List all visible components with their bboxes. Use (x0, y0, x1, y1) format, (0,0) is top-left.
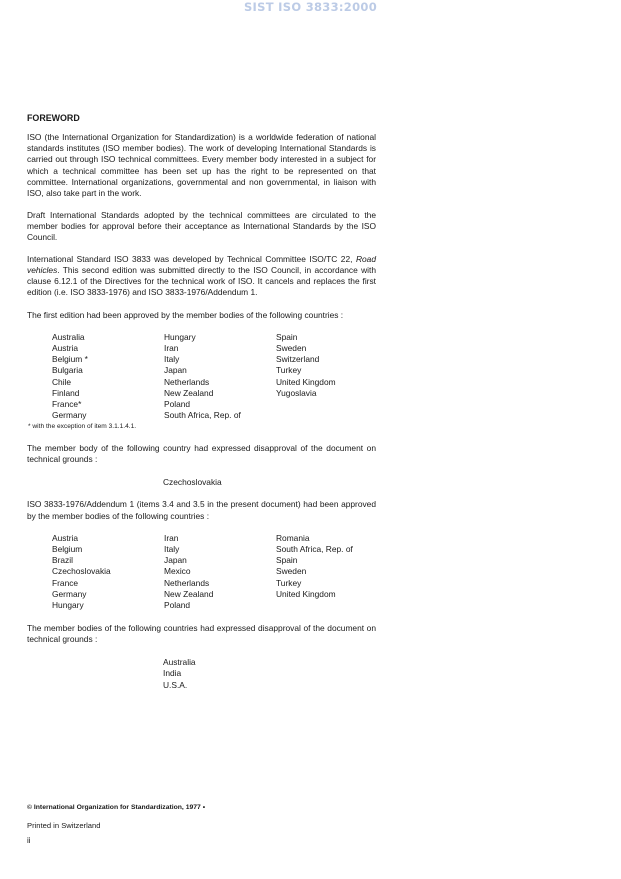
country-item: Czechoslovakia (52, 566, 111, 577)
country-item: Sweden (276, 343, 307, 354)
country-item: India (163, 668, 182, 679)
country-item: Germany (52, 588, 87, 599)
country-item: South Africa, Rep. of (164, 410, 241, 421)
country-item: Iran (164, 343, 179, 354)
country-item: Bulgaria (52, 365, 83, 376)
copyright-notice: © International Organization for Standardization, 1977 • (27, 804, 206, 811)
country-item: United Kingdom (276, 588, 336, 599)
country-item: Yugoslavia (276, 387, 317, 398)
country-item: New Zealand (164, 387, 214, 398)
country-item: Poland (164, 399, 191, 410)
para3-italic: Road vehicles (27, 253, 376, 276)
footnote: * with the exception of item 3.1.1.4.1. (28, 422, 137, 430)
country-item: Japan (164, 555, 187, 566)
country-item: Turkey (276, 365, 302, 376)
para3-before: International Standard ISO 3833 was developed by Technical Committee ISO/TC 22, (27, 253, 356, 264)
country-item: Australia (163, 657, 196, 668)
country-column-3 (276, 332, 336, 399)
paragraph-draft-standards: Draft International Standards adopted by the technical committees are circulated to the member bodies for approval before their acceptance as International Standards by the ISO Council. (27, 209, 376, 243)
country-item: Mexico (164, 566, 191, 577)
country-item: Turkey (276, 577, 302, 588)
paragraph-first-edition: The first edition had been approved by the member bodies of the following countries : (27, 309, 344, 320)
country-item: Sweden (276, 566, 307, 577)
country-column-1 (52, 533, 111, 611)
country-item: Hungary (164, 331, 196, 342)
country-item: Switzerland (276, 354, 320, 365)
paragraph-iso-intro: ISO (the International Organization for Standardization) is a worldwide federation of national standards institutes (ISO member bodies). The work of developing International Standards is carried out through ISO technical committees. Every member body interested in a subject for which a technical committee has been set up has the right to be represented on that committee. International organizations, governmental and non governmental, in liaison with ISO, also take part in the work. (27, 132, 376, 199)
country-item: Germany (52, 410, 87, 421)
disapproval-country-list-1 (163, 477, 376, 488)
page-number: ii (27, 836, 31, 845)
printed-in-notice: Printed in Switzerland (27, 821, 101, 830)
country-item: Hungary (52, 600, 84, 611)
country-item: Chile (52, 376, 72, 387)
country-item: Australia (52, 331, 85, 342)
country-item: Iran (164, 532, 179, 543)
watermark: SIST ISO 3833:2000 (243, 0, 378, 14)
first-edition-country-list (52, 332, 376, 422)
country-item: Romania (276, 532, 310, 543)
paragraph-standard-development (27, 254, 376, 299)
country-column-2 (164, 533, 213, 611)
country-item: Poland (164, 600, 191, 611)
country-item: Japan (164, 365, 187, 376)
country-item: Spain (276, 555, 298, 566)
addendum-country-list (52, 533, 376, 612)
country-item: France (52, 577, 79, 588)
country-item: Netherlands (164, 577, 210, 588)
country-item: Italy (164, 354, 180, 365)
country-item: Czechoslovakia (163, 477, 222, 488)
country-item: France* (52, 399, 82, 410)
country-item: Finland (52, 387, 80, 398)
paragraph-addendum: ISO 3833-1976/Addendum 1 (items 3.4 and 3.5 in the present document) had been approved by the member bodies of the following countries : (27, 499, 376, 521)
paragraph-disapproval-single: The member body of the following country had expressed disapproval of the document on technical grounds : (27, 442, 376, 465)
country-item: South Africa, Rep. of (276, 544, 353, 555)
country-column-3 (276, 533, 353, 600)
foreword-heading: FOREWORD (27, 113, 80, 123)
country-item: Brazil (52, 555, 73, 566)
country-column-1 (52, 332, 88, 422)
country-item: Belgium (52, 544, 83, 555)
para3-after: . This second edition was submitted directly to the ISO Council, in accordance with clause 6.12.1 of the Directives for the technical work of ISO. It cancels and replaces the first edition (i.e. ISO 3833-1976) and ISO 3833-1976/Addendum 1. (27, 265, 376, 298)
country-item: Netherlands (164, 376, 210, 387)
country-item: New Zealand (164, 588, 214, 599)
paragraph-disapproval-multiple: The member bodies of the following countries had expressed disapproval of the document on technical grounds : (27, 622, 376, 645)
country-item: Italy (164, 544, 180, 555)
country-item: Austria (52, 343, 79, 354)
country-item: Austria (52, 532, 79, 543)
country-item: United Kingdom (276, 376, 336, 387)
country-column-2 (164, 332, 241, 422)
disapproval-country-list-2 (163, 657, 376, 691)
document-body (27, 113, 376, 691)
country-item: Belgium * (52, 354, 88, 365)
country-item: Spain (276, 331, 298, 342)
country-item: U.S.A. (163, 679, 188, 690)
